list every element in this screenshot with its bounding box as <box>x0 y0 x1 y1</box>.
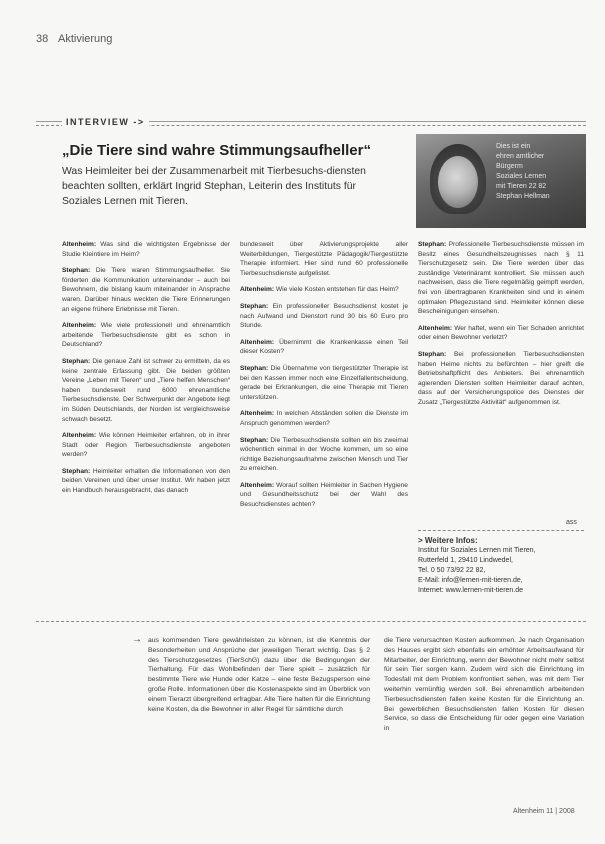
paragraph: Die Tierbesuchsdienste sollten ein bis zweimal wöchentlich einmal in der Woche kommen, um so eine richtige Beziehungsaufnahme zwischen Mensch und Tier zu erreichen. <box>240 436 408 473</box>
speaker: Altenheim: <box>62 322 97 330</box>
caption-line: Dies ist ein <box>496 143 531 150</box>
paragraph: Worauf sollten Heimleiter in Sachen Hygiene und Gesundheitsschutz bei der Wahl des Besuchsdienstes achten? <box>240 481 408 509</box>
continuation-arrow-icon: → <box>132 634 142 645</box>
portrait-photo <box>416 134 586 228</box>
byline: ass <box>566 519 577 526</box>
caption-line: mit Tieren 22 82 <box>496 183 547 190</box>
kicker-label: INTERVIEW -> <box>62 117 149 127</box>
speaker: Altenheim: <box>418 324 453 332</box>
interview-column-2 <box>240 240 408 610</box>
paragraph: Übernimmt die Krankenkasse einen Teil dieser Kosten? <box>240 338 408 356</box>
speaker: Altenheim: <box>240 286 275 294</box>
paragraph: Wie können Heimleiter erfahren, ob in ihrer Stadt oder Region Tierbesuchsdienste angeboten werden? <box>62 432 230 459</box>
photo-caption <box>496 142 584 202</box>
speaker: Stephan: <box>62 467 91 475</box>
caption-line: Stephan Hellman <box>496 193 550 200</box>
paragraph: Professionelle Tierbesuchsdienste müssen im Besitz eines Gesundheitszeugnisses nach § 11 Tierschutzgesetz sein. Die Tiere werden über das zuständige Veterinäramt kontrolliert. Sie müssen auch nachweisen, dass die Tiere regelmäßig geimpft werden, frei von übertragbaren Krankheiten sind und in einem optimalen Pflegezustand sind. Heimleiter können diese Bescheinigungen einsehen. <box>418 241 584 316</box>
infobox-rule <box>418 530 584 531</box>
speaker: Stephan: <box>418 241 447 248</box>
lower-text-left: aus kommenden Tiere gewährleisten zu können, ist die Kenntnis der Besonderheiten und Ansprüche der jeweiligen Tierart wichtig. Das § 2 des Tierschutzgesetzes (TierSchG) dazu über die Bedingungen der Tierhaltung. Für das Wohlbefinden der Tiere spielt – zusätzlich für bestimmte Tiere wie Hunde oder Katze – eine feste Bezugsperson eine große Rolle. Informationen über die Kostenaspekte sind im Überblick von einem Tierarzt übergreifend erfragbar. Alle Tiere halten für die Einrichtung keine Kosten, da die Bewohner in aller Regel für sämtliche durch <box>148 637 370 713</box>
footer-issue: Altenheim 11 | 2008 <box>513 808 575 815</box>
speaker: Altenheim: <box>62 241 97 248</box>
paragraph: bundesweit über Aktivierungsprojekte aller Weiterbildungen, Tiergestützte Pädagogik/Tiergestützte Therapie informiert. Hier sind rund 60 professionelle Tierbesuchsdienste aufgelistet. <box>240 241 408 277</box>
paragraph: Heimleiter erhalten die Informationen von den beiden Vereinen und über unser Institut. Wir haben jetzt ein Handbuch herausgebracht, das danach <box>62 467 230 495</box>
paragraph: Die Übernahme von tiergestützter Therapie ist bei den Kassen immer noch eine Einzelfallentscheidung, gerade bei Erkrankungen, die eine Therapie mit Tieren unterstützen. <box>240 364 408 401</box>
caption-line: Bürgerm <box>496 163 523 170</box>
paragraph: Wie viele Kosten entstehen für das Heim? <box>275 286 399 294</box>
infobox-line: E-Mail: info@lernen-mit-tieren.de, <box>418 577 523 584</box>
paragraph: Was sind die wichtigsten Ergebnisse der Studie Kleintiere im Heim? <box>62 241 230 258</box>
paragraph: Die Tiere waren Stimmungsaufheller. Sie förderten die Kommunikation untereinander – auch bei Bewohnern, die bislang kaum miteinander in Ansprache waren. Darüber hinaus weckten die Tiere Erinnerungen an eigene frühere Erlebnisse mit Tieren. <box>62 267 230 313</box>
paragraph: Wer haftet, wenn ein Tier Schaden anrichtet oder einen Bewohner verletzt? <box>418 324 584 342</box>
info-box <box>418 536 584 596</box>
paragraph: Wie viele professionell und ehrenamtlich arbeitende Tierbesuchsdienste gibt es schon in Deutschland? <box>62 322 230 349</box>
paragraph: Bei professionellen Tierbesuchsdiensten haben Heime nichts zu befürchten – hier greift die Betriebshaftpflicht des Anbieters. Bei ehrenamtlich agierenden Diensten sollten Heimleiter darauf achten, dass auf der Versicherungspolice des Dienstes der Zusatz „Tiergestützte Aktivität“ aufgenommen ist. <box>418 350 584 406</box>
speaker: Altenheim: <box>240 481 275 489</box>
speaker: Stephan: <box>62 357 91 365</box>
speaker: Altenheim: <box>240 338 275 346</box>
page-number: 38 <box>36 33 49 45</box>
speaker: Stephan: <box>240 364 269 372</box>
caption-line: Soziales Lernen <box>496 173 547 180</box>
section-name: Aktivierung <box>58 33 113 45</box>
infobox-title: > Weitere Infos: <box>418 536 478 545</box>
interview-column-3 <box>418 240 584 515</box>
paragraph: Die genaue Zahl ist schwer zu ermitteln, da es keine zentrale Erfassung gibt. Die beiden größten Vereine „Leben mit Tieren“ und „Tiere helfen Menschen“ haben bundesweit rund 6000 ehrenamtliche Tierbesuchsdienste. Der Schwerpunkt der Angebote liegt im Süden Deutschlands, der Norden ist vergleichsweise schwach besetzt. <box>62 357 230 423</box>
speaker: Altenheim: <box>240 410 275 418</box>
infobox-line: Internet: www.lernen-mit-tieren.de <box>418 587 524 594</box>
paragraph: In welchen Abständen sollen die Dienste im Anspruch genommen werden? <box>240 410 408 427</box>
lower-text-right: die Tiere verursachten Kosten aufkommen. Je nach Organisation des Hauses ergibt sich ebenfalls ein erhöhter Arbeitsaufwand für Mitarbeiter, der Einrichtung, wenn der Bewohner nicht mehr selbst für sein Tier sorgen kann. Zudem wird sich die Einrichtung im Todesfall mit dem Problem konfrontiert sehen, was mit dem Tier weiterhin vernünftig werden soll. Bei ehrenamtlich arbeitenden Tierbesuchsdiensten fallen keine Kosten für die Einrichtung an. Bei gewerblichen Besuchsdiensten fallen Kosten für diesen Service, so dass die Entscheidung für oder gegen eine Variation in <box>384 637 584 733</box>
speaker: Stephan: <box>240 436 269 444</box>
speaker: Stephan: <box>418 350 447 358</box>
interview-column-1 <box>62 240 230 610</box>
face-shape <box>438 156 478 208</box>
speaker: Stephan: <box>62 267 91 275</box>
caption-line: ehren amtlicher <box>496 153 545 160</box>
infobox-line: Institut für Soziales Lernen mit Tieren, <box>418 547 536 554</box>
speaker: Altenheim: <box>62 432 97 440</box>
lower-dashed-rule <box>36 621 586 622</box>
infobox-line: Rutterfeld 1, 29410 Lindwedel, <box>418 557 513 564</box>
deck: Was Heimleiter bei der Zusammenarbeit mit Tierbesuchs-diensten beachten sollten, erklärt Ingrid Stephan, Leiterin des Instituts für Soziales Lernen mit Tieren. <box>62 166 366 207</box>
headline: „Die Tiere sind wahre Stimmungsaufheller“ <box>62 142 371 159</box>
infobox-line: Tel. 0 50 73/92 22 82, <box>418 567 486 574</box>
speaker: Stephan: <box>240 302 269 310</box>
paragraph: Ein professioneller Besuchsdienst kostet je nach Aufwand und Dienstort rund 30 bis 60 Euro pro Stunde. <box>240 302 408 330</box>
